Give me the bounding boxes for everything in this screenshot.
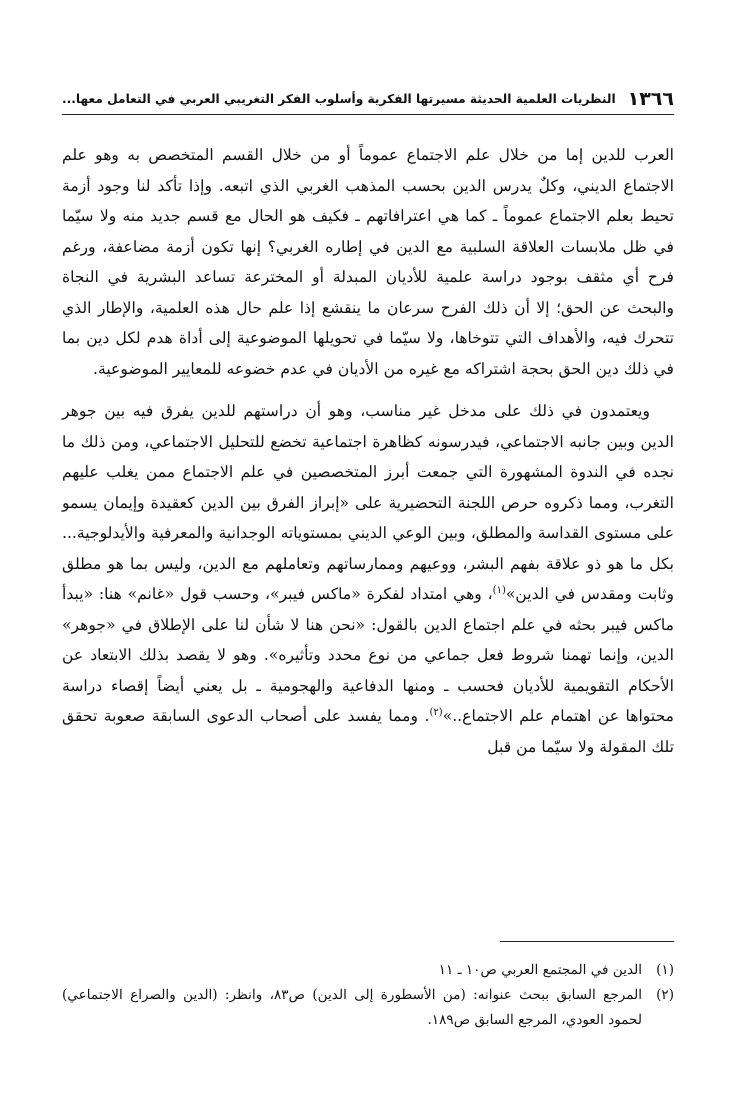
page-header <box>62 84 674 115</box>
paragraph-2-part-b: ، وهي امتداد لفكرة «ماكس فيبر»، وحسب قول «غانم» هنا: «يبدأ ماكس فيبر بحثه في علم اجتماع الدين بالقول: «نحن هنا لا شأن لنا على الإطلاق في «جوهر» الدين، وإنما تهمنا شروط فعل جماعي من نوع محدد وتأثيره». وهو لا يقصد بذلك الابتعاد عن الأحكام التقويمية للأديان فحسب ـ ومنها الدفاعية والهجومية ـ بل يعني أيضاً إقصاء دراسة محتواها عن اهتمام علم الاجتماع..» <box>62 585 674 725</box>
footnote-mark: (٢) <box>656 987 674 1003</box>
paragraph-1: العرب للدين إما من خلال علم الاجتماع عموماً أو من خلال القسم المتخصص به وهو علم الاجتماع الديني، وكلٌ يدرس الدين بحسب المذهب الغربي الذي اتبعه. وإذا تأكد لنا وجود أزمة تحيط بعلم الاجتماع عموماً ـ كما هي اعترافاتهم ـ فكيف هو الحال مع قسم جديد منه ولا سيّما في ظل ملابسات العلاقة السلبية مع الدين في إطاره الغربي؟ إنها تكون أزمة مضاعفة، ورغم فرح أي مثقف بوجود دراسة علمية للأديان المبدلة أو المخترعة تساعد البشرية في النجاة والبحث عن الحق؛ إلا أن ذلك الفرح سرعان ما ينقشع إذا علم حال هذه العلمية، والإطار الذي تتحرك فيه، والأهداف التي تتوخاها، ولا سيّما في تحويلها الموضوعية إلى أداة هدم لكل دين بما في ذلك دين الحق بحجة اشتراكه مع غيره من الأديان في عدم خضوعه للمعايير الموضوعية. <box>62 146 674 378</box>
paragraph-2-part-a: ويعتمدون في ذلك على مدخل غير مناسب، وهو أن دراستهم للدين يفرق فيه بين جوهر الدين وبين جانبه الاجتماعي، فيدرسونه كظاهرة اجتماعية تخضع للتحليل الاجتماعي، ومن ذلك ما نجده في الندوة المشهورة التي جمعت أبرز المتخصصين في علم الاجتماع ممن يغلب عليهم التغرب، ومما ذكروه حرص اللجنة التحضيرية على «إبراز الفرق بين الدين كعقيدة وإيمان يسمو على مستوى القداسة والمطلق، وبين الوعي الديني بمستوياته الوجدانية والمعرفية والأيدلوجية... بكل ما هو ذو علاقة بفهم البشر، ووعيهم وممارساتهم وتعاملهم مع الدين، وليس بما هو مطلق وثابت ومقدس في الدين» <box>62 402 675 603</box>
footnote-2 <box>62 983 674 1033</box>
footnote-text: المرجع السابق ببحث عنوانه: (من الأسطورة إلى الدين) ص٨٣، وانظر: (الدين والصراع الاجتماعي) لحمود العودي، المرجع السابق ص١٨٩. <box>62 987 643 1028</box>
footnote-text: الدين في المجتمع العربي ص١٠ ـ ١١ <box>438 962 643 978</box>
paragraph-2 <box>62 396 674 762</box>
footnote-ref-2[interactable]: (٢) <box>429 706 443 718</box>
paragraph-2-part-c: . ومما يفسد على أصحاب الدعوى السابقة صعوبة تحقق تلك المقولة ولا سيّما من قبل <box>62 707 674 756</box>
footnote-ref-1[interactable]: (١) <box>492 584 506 596</box>
footnote-1 <box>62 958 674 983</box>
footnote-mark: (١) <box>656 962 674 978</box>
footnote-separator <box>500 941 674 942</box>
footnotes <box>62 958 674 1033</box>
page-number: ١٣٦٦ <box>627 88 674 110</box>
main-text <box>62 140 674 762</box>
running-title: النظريات العلمية الحديثة مسيرتها الفكرية وأسلوب الفكر التغريبي العربي في التعامل معها... <box>62 92 616 106</box>
